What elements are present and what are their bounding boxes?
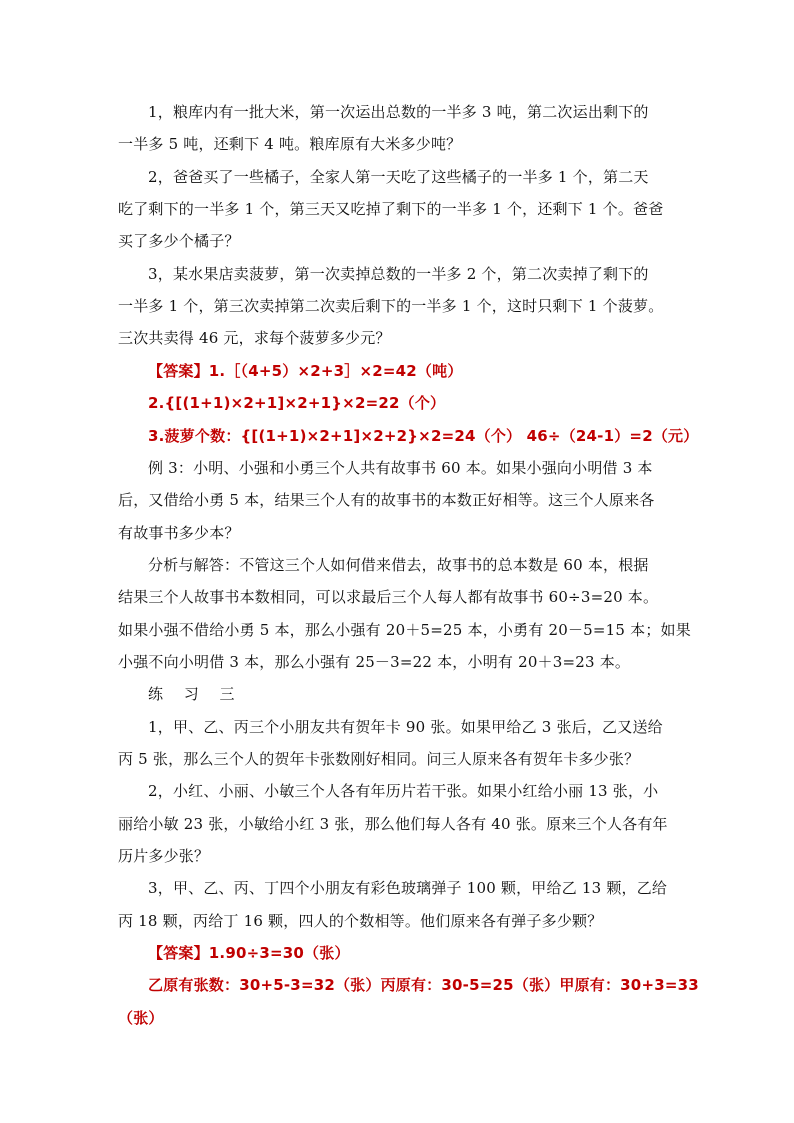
text-line: 2，爸爸买了一些橘子，全家人第一天吃了这些橘子的一半多 1 个，第二天 xyxy=(148,168,649,186)
text-line: 吃了剩下的一半多 1 个，第三天又吃掉了剩下的一半多 1 个，还剩下 1 个。爸爸 xyxy=(118,200,664,218)
text-line: 有故事书多少本？ xyxy=(118,524,240,542)
text-line: 1，甲、乙、丙三个小朋友共有贺年卡 90 张。如果甲给乙 3 张后，乙又送给 xyxy=(148,718,663,736)
text-line: 丽给小敏 23 张，小敏给小红 3 张，那么他们每人各有 40 张。原来三个人各有年 xyxy=(118,815,668,833)
text-line: 结果三个人故事书本数相同，可以求最后三个人每人都有故事书 60÷3=20 本。 xyxy=(118,588,659,606)
text-line: 如果小强不借给小勇 5 本，那么小强有 20＋5=25 本，小勇有 20－5=15 本；如果 xyxy=(118,621,691,639)
text-line: 后，又借给小勇 5 本，结果三个人有的故事书的本数正好相等。这三个人原来各 xyxy=(118,491,655,509)
text-line: 分析与解答：不管这三个人如何借来借去，故事书的总本数是 60 本，根据 xyxy=(148,556,649,574)
text-line: 丙 18 颗，丙给丁 16 颗，四人的个数相等。他们原来各有弹子多少颗？ xyxy=(118,912,603,930)
text-line: 一半多 1 个，第三次卖掉第二次卖后剩下的一半多 1 个，这时只剩下 1 个菠萝。 xyxy=(118,297,664,315)
text-line: 小强不向小明借 3 本，那么小强有 25－3=22 本，小明有 20＋3=23 本。 xyxy=(118,653,631,671)
text-line: 2，小红、小丽、小敏三个人各有年历片若干张。如果小红给小丽 13 张，小 xyxy=(148,782,659,800)
text-line: 买了多少个橘子？ xyxy=(118,232,240,250)
answer-line: 【答案】1.90÷3=30（张） xyxy=(148,944,350,962)
answer-line: 【答案】1.［（4+5）×2+3］×2=42（吨） xyxy=(148,362,463,380)
answer-line: 2.{[(1+1)×2+1]×2+1}×2=22（个） xyxy=(148,394,446,412)
text-line: 三次共卖得 46 元，求每个菠萝多少元？ xyxy=(118,329,391,347)
text-line: 1，粮库内有一批大米，第一次运出总数的一半多 3 吨，第二次运出剩下的 xyxy=(148,103,649,121)
text-line: 例 3：小明、小强和小勇三个人共有故事书 60 本。如果小强向小明借 3 本 xyxy=(148,459,653,477)
answer-line: 3.菠萝个数：{[(1+1)×2+1]×2+2}×2=24（个） 46÷（24-1）=2（元） xyxy=(148,427,699,445)
answer-line: （张） xyxy=(118,1009,164,1027)
section-title: 练 习 三 xyxy=(148,685,243,703)
text-line: 3，甲、乙、丙、丁四个小朋友有彩色玻璃弹子 100 颗，甲给乙 13 颗，乙给 xyxy=(148,879,668,897)
text-line: 丙 5 张，那么三个人的贺年卡张数刚好相同。问三人原来各有贺年卡多少张？ xyxy=(118,750,640,768)
text-line: 一半多 5 吨，还剩下 4 吨。粮库原有大米多少吨？ xyxy=(118,135,462,153)
answer-line: 乙原有张数：30+5-3=32（张）丙原有：30-5=25（张）甲原有：30+3=33 xyxy=(148,976,699,994)
text-line: 历片多少张？ xyxy=(118,847,210,865)
text-line: 3，某水果店卖菠萝，第一次卖掉总数的一半多 2 个，第二次卖掉了剩下的 xyxy=(148,265,649,283)
